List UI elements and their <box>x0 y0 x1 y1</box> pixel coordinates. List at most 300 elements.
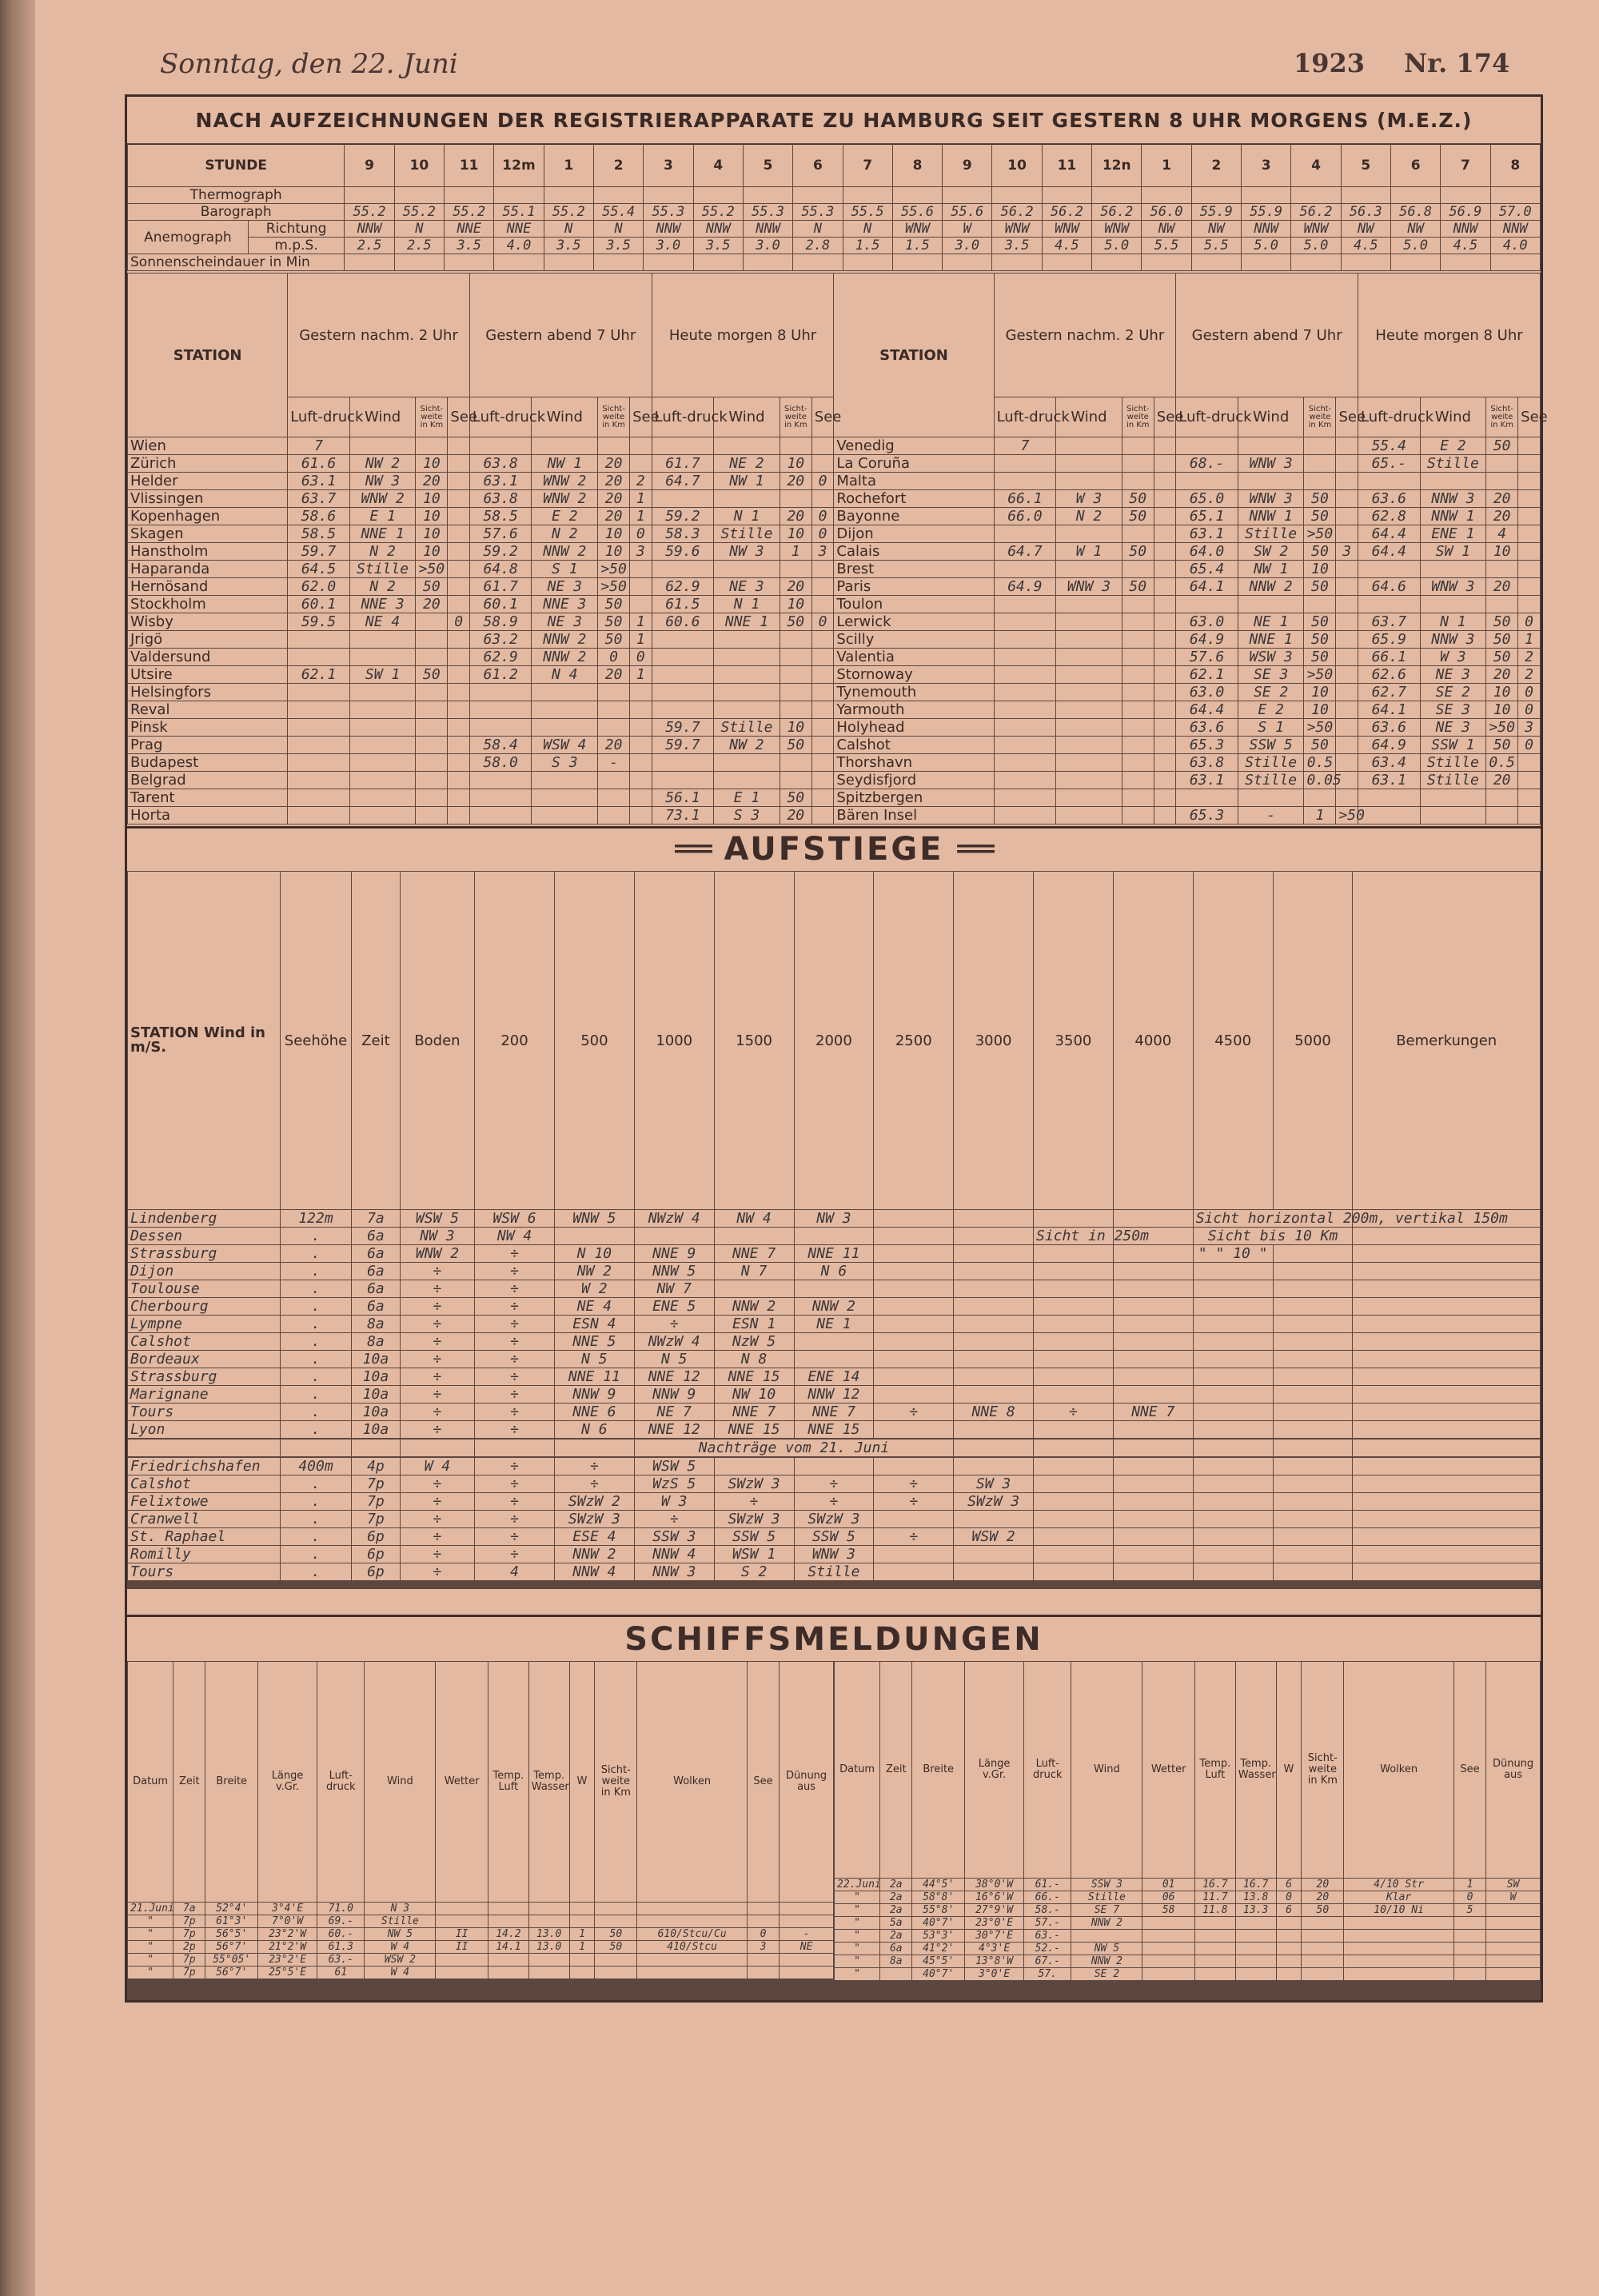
ship-value: SE 7 <box>1071 1904 1142 1917</box>
station-value <box>416 437 448 455</box>
station-value: 64.8 <box>469 561 532 578</box>
station-value: 2 <box>630 473 652 490</box>
ship-value <box>595 1954 637 1967</box>
aufstiege-value <box>1193 1351 1273 1368</box>
ship-value: W <box>1486 1891 1541 1904</box>
ship-row <box>835 1943 1541 1955</box>
station-value <box>1154 754 1176 772</box>
aufstiege-row <box>128 1528 1541 1546</box>
ship-cell <box>173 1999 205 2000</box>
ship-cell <box>436 1999 488 2000</box>
ship-row <box>835 1955 1541 1968</box>
aufstiege-value <box>1113 1280 1193 1298</box>
station-value <box>780 701 811 719</box>
station-value: Stille <box>1238 525 1304 543</box>
aufstiege-value: ÷ <box>400 1528 474 1546</box>
station-value <box>1238 473 1304 490</box>
station-value <box>469 437 532 455</box>
aufstiege-cell <box>1193 1588 1273 1589</box>
ship-row <box>128 1928 834 1941</box>
aufstiege-value: NWzW 4 <box>634 1333 714 1351</box>
registry-value: 57.0 <box>1490 204 1540 221</box>
registry-value <box>1490 187 1540 204</box>
wind-header: Wind <box>1056 397 1122 437</box>
aufstiege-row <box>128 1475 1541 1493</box>
registry-value: NNW <box>345 221 394 238</box>
station-value: N 2 <box>349 543 416 561</box>
station-value <box>1336 437 1358 455</box>
station-value <box>1056 649 1122 666</box>
station-value: 10 <box>1486 701 1518 719</box>
aufstiege-row <box>128 1333 1541 1351</box>
ship-value <box>1453 1968 1485 1981</box>
station-value: 68.- <box>1176 455 1238 473</box>
station-value <box>714 772 780 789</box>
station-value: 0 <box>448 613 470 631</box>
registry-row <box>128 238 1541 254</box>
station-value: 63.2 <box>469 631 532 649</box>
station-value: 65.0 <box>1176 490 1238 508</box>
station-value <box>714 490 780 508</box>
station-value: 10 <box>598 525 630 543</box>
aufstiege-value: ÷ <box>475 1404 555 1421</box>
station-value <box>1518 543 1541 561</box>
station-value: NNW 1 <box>1238 508 1304 525</box>
station-value <box>1122 631 1154 649</box>
aufstiege-value: ÷ <box>475 1245 555 1263</box>
aufstiege-station: Lympne <box>128 1316 281 1333</box>
registry-value: NNW <box>693 221 743 238</box>
hour-label: 4 <box>693 144 743 187</box>
station-value <box>1336 508 1358 525</box>
ship-value: SSW 3 <box>1071 1879 1142 1891</box>
station-value <box>652 437 714 455</box>
station-name: La Coruña <box>834 455 994 473</box>
ship-cell <box>835 1999 880 2000</box>
ship-header: Dünung aus <box>1486 1662 1541 1879</box>
registry-value <box>1490 254 1540 271</box>
page-year: 1923 <box>1294 48 1366 78</box>
station-value <box>1056 473 1122 490</box>
station-name: Toulon <box>834 596 994 613</box>
aufstiege-station: Dessen <box>128 1228 281 1245</box>
registry-value: N <box>544 221 593 238</box>
registry-value: 55.5 <box>843 204 892 221</box>
aufstiege-value: NW 7 <box>634 1280 714 1298</box>
ship-value: 3 <box>747 1941 779 1954</box>
registry-value: 56.2 <box>1291 204 1341 221</box>
ship-value <box>436 1915 488 1928</box>
aufstiege-value <box>1113 1368 1193 1386</box>
aufstiege-value <box>1034 1245 1114 1263</box>
ship-row <box>835 1917 1541 1930</box>
ship-cell <box>258 1999 317 2000</box>
station-row <box>128 473 1541 490</box>
station-value: NNW 1 <box>1420 508 1486 525</box>
aufstiege-value <box>1034 1386 1114 1404</box>
station-value: NW 1 <box>532 455 598 473</box>
aufstiege-cell <box>714 1588 794 1589</box>
ship-value: 23°0'E <box>965 1917 1024 1930</box>
aufstiege-value: " " 10 " <box>1193 1245 1273 1263</box>
aufstiege-value: WzS 5 <box>634 1475 714 1493</box>
station-value: 61.7 <box>652 455 714 473</box>
station-value <box>1154 596 1176 613</box>
ship-cell <box>317 1999 365 2000</box>
page-number: Nr. 174 <box>1404 48 1510 78</box>
ship-cell <box>1276 1999 1302 2000</box>
aufstiege-row <box>128 1386 1541 1404</box>
station-value: SW 2 <box>1238 543 1304 561</box>
station-value: 3 <box>630 543 652 561</box>
aufstiege-value <box>714 1280 794 1298</box>
ship-value: 60.- <box>317 1928 365 1941</box>
aufstiege-cell <box>1273 1439 1353 1457</box>
ship-value: 7p <box>173 1967 205 1979</box>
aufstiege-value <box>1273 1280 1353 1298</box>
station-value: 20 <box>1486 578 1518 596</box>
station-value: 61.5 <box>652 596 714 613</box>
registry-value: 3.0 <box>943 238 992 254</box>
ship-value: 2p <box>173 1941 205 1954</box>
aufstiege-value <box>1273 1386 1353 1404</box>
station-value: - <box>598 754 630 772</box>
station-value: 63.6 <box>1358 719 1420 737</box>
ship-value: N 3 <box>365 1903 436 1915</box>
station-value <box>1336 719 1358 737</box>
station-value: 20 <box>416 596 448 613</box>
station-value: 63.6 <box>1176 719 1238 737</box>
station-value <box>1154 455 1176 473</box>
aufstiege-cell <box>1353 1563 1541 1581</box>
ship-value: 1 <box>569 1928 595 1941</box>
hour-label: 5 <box>743 144 792 187</box>
station-value <box>349 631 416 649</box>
aufstiege-header: Bemerkungen <box>1353 872 1541 1210</box>
aufstiege-row <box>128 1421 1541 1439</box>
ship-value: 27°9'W <box>965 1904 1024 1917</box>
aufstiege-value <box>874 1458 954 1475</box>
aufstiege-value: 10a <box>352 1386 401 1404</box>
ship-value: 3°0'E <box>965 1968 1024 1981</box>
station-value <box>448 666 470 684</box>
station-name: Calais <box>834 543 994 561</box>
registry-value: NNW <box>1242 221 1291 238</box>
station-value <box>416 649 448 666</box>
station-value: SSW 1 <box>1420 737 1486 754</box>
aufstiege-value: NzW 5 <box>714 1333 794 1351</box>
aufstiege-value: N 10 <box>554 1245 634 1263</box>
aufstiege-value <box>1034 1316 1114 1333</box>
aufstiege-cell <box>1113 1439 1193 1457</box>
station-value: 66.0 <box>994 508 1056 525</box>
station-value: 63.1 <box>1358 772 1420 789</box>
aufstiege-header: Boden <box>400 872 474 1210</box>
station-value <box>469 684 532 701</box>
station-value <box>448 772 470 789</box>
ship-value <box>637 1903 748 1915</box>
station-value <box>630 789 652 807</box>
aufstiege-cell <box>475 1588 555 1589</box>
aufstiege-cell <box>281 1439 352 1457</box>
aufstiege-value: NNE 15 <box>714 1421 794 1439</box>
ship-value <box>1235 1955 1276 1968</box>
aufstiege-value: ÷ <box>475 1546 555 1563</box>
ship-cell <box>747 1999 779 2000</box>
aufstiege-value <box>954 1280 1034 1298</box>
station-name: Wisby <box>128 613 288 631</box>
station-value: 63.1 <box>1176 772 1238 789</box>
ship-row <box>128 1903 834 1915</box>
hour-label: 6 <box>1390 144 1440 187</box>
station-row <box>128 772 1541 789</box>
station-value <box>598 789 630 807</box>
registry-value <box>892 187 942 204</box>
station-row <box>128 719 1541 737</box>
station-value: WNW 2 <box>532 490 598 508</box>
station-value: N 1 <box>714 508 780 525</box>
ship-blank-row <box>128 1999 834 2000</box>
station-value <box>630 754 652 772</box>
registry-value: 1.5 <box>843 238 892 254</box>
station-name: Tynemouth <box>834 684 994 701</box>
registry-value <box>1291 254 1341 271</box>
ship-value <box>1344 1943 1454 1955</box>
luftdruck-header: Luft-druck <box>652 397 714 437</box>
station-value <box>1336 684 1358 701</box>
registry-value <box>544 254 593 271</box>
ship-value <box>436 1954 488 1967</box>
aufstiege-row <box>128 1245 1541 1263</box>
ship-value: II <box>436 1941 488 1954</box>
station-value: SE 3 <box>1238 666 1304 684</box>
station-header: STATION <box>128 274 288 437</box>
aufstiege-value: ÷ <box>475 1528 555 1546</box>
aufstiege-value: NNE 12 <box>634 1421 714 1439</box>
aufstiege-value <box>554 1228 634 1245</box>
station-value <box>1154 789 1176 807</box>
station-value <box>416 631 448 649</box>
station-value <box>349 649 416 666</box>
station-value <box>1176 596 1238 613</box>
sicht-header: Sicht-weite in Km <box>1304 397 1336 437</box>
ship-value: 21.Juni <box>128 1903 173 1915</box>
registry-value: WNW <box>992 221 1042 238</box>
station-value <box>416 807 448 825</box>
aufstiege-value: 7a <box>352 1210 401 1228</box>
station-value <box>1154 473 1176 490</box>
group-header: Gestern nachm. 2 Uhr <box>288 274 470 397</box>
weather-sheet <box>125 94 1548 2003</box>
see-header: See <box>630 397 652 437</box>
station-name: Brest <box>834 561 994 578</box>
aufstiege-station: Romilly <box>128 1546 281 1563</box>
aufstiege-header: 3000 <box>954 872 1034 1210</box>
registry-value <box>1042 187 1091 204</box>
station-value <box>288 719 350 737</box>
aufstiege-value: ÷ <box>794 1493 874 1511</box>
aufstiege-value: ÷ <box>475 1475 555 1493</box>
aufstiege-value: WNW 5 <box>554 1210 634 1228</box>
aufstiege-value <box>874 1546 954 1563</box>
aufstiege-value: WSW 2 <box>954 1528 1034 1546</box>
aufstiege-value: . <box>281 1316 352 1333</box>
station-value <box>288 772 350 789</box>
ship-value <box>1194 1917 1235 1930</box>
station-value: 10 <box>598 543 630 561</box>
station-value: 0 <box>630 525 652 543</box>
station-name: Helsingfors <box>128 684 288 701</box>
station-value: 1 <box>630 508 652 525</box>
station-value <box>598 437 630 455</box>
registry-value <box>943 187 992 204</box>
aufstiege-value: NW 4 <box>475 1228 555 1245</box>
station-value <box>1056 455 1122 473</box>
station-row <box>128 666 1541 684</box>
aufstiege-cell <box>1353 1588 1541 1589</box>
registry-value: 2.5 <box>394 238 444 254</box>
aufstiege-value: . <box>281 1563 352 1581</box>
station-name: Jrigö <box>128 631 288 649</box>
aufstiege-value <box>1113 1511 1193 1528</box>
wind-header: Wind <box>1238 397 1304 437</box>
aufstiege-cell <box>1034 1439 1114 1457</box>
aufstiege-value: NNE 6 <box>554 1404 634 1421</box>
aufstiege-value: . <box>281 1333 352 1351</box>
ship-value: 410/Stcu <box>637 1941 748 1954</box>
station-value: 50 <box>780 613 811 631</box>
station-value: E 2 <box>1420 437 1486 455</box>
registry-value: NW <box>1142 221 1191 238</box>
station-value <box>1122 684 1154 701</box>
station-value: NNE 3 <box>349 596 416 613</box>
station-name: Holyhead <box>834 719 994 737</box>
aufstiege-value <box>1113 1298 1193 1316</box>
ship-value: 10/10 Ni <box>1344 1904 1454 1917</box>
aufstiege-row <box>128 1210 1541 1228</box>
ship-reports-right <box>834 1661 1541 2000</box>
aufstiege-value: NNE 7 <box>1113 1404 1193 1421</box>
aufstiege-cell <box>1113 1588 1193 1589</box>
station-value <box>811 596 834 613</box>
station-value: 63.8 <box>469 490 532 508</box>
ship-value: 6 <box>1276 1904 1302 1917</box>
registry-value: 5.0 <box>1092 238 1142 254</box>
registry-value <box>644 254 693 271</box>
ship-value <box>1302 1943 1344 1955</box>
aufstiege-value: ÷ <box>400 1386 474 1404</box>
station-value: 64.6 <box>1358 578 1420 596</box>
see-header: See <box>811 397 834 437</box>
registry-value: N <box>394 221 444 238</box>
station-value: SW 1 <box>1420 543 1486 561</box>
aufstiege-station: Bordeaux <box>128 1351 281 1368</box>
station-value: 20 <box>1486 508 1518 525</box>
hour-label: 1 <box>544 144 593 187</box>
station-value <box>811 455 834 473</box>
aufstiege-row <box>128 1493 1541 1511</box>
station-value <box>630 561 652 578</box>
station-value <box>288 701 350 719</box>
hour-label: 5 <box>1341 144 1390 187</box>
station-value <box>288 737 350 754</box>
aufstiege-value <box>1034 1528 1114 1546</box>
station-value: 4 <box>1486 525 1518 543</box>
ship-value: 5 <box>1453 1904 1485 1917</box>
aufstiege-value: . <box>281 1263 352 1280</box>
station-row <box>128 807 1541 825</box>
ship-header: Breite <box>912 1662 965 1879</box>
ship-value <box>1486 1930 1541 1943</box>
station-value <box>1122 473 1154 490</box>
aufstiege-value: ÷ <box>475 1263 555 1280</box>
station-name: Rochefort <box>834 490 994 508</box>
station-value: 63.8 <box>469 455 532 473</box>
aufstiege-value: NNW 3 <box>634 1563 714 1581</box>
station-value <box>1304 596 1336 613</box>
aufstiege-value: ÷ <box>400 1280 474 1298</box>
aufstiege-cell <box>1353 1528 1541 1546</box>
station-value: NE 3 <box>714 578 780 596</box>
station-value <box>1154 684 1176 701</box>
station-value <box>1304 437 1336 455</box>
ship-value <box>436 1967 488 1979</box>
station-value <box>532 789 598 807</box>
station-value: 65.4 <box>1176 561 1238 578</box>
aufstiege-value: 6a <box>352 1245 401 1263</box>
station-value: 50 <box>598 613 630 631</box>
station-value <box>811 701 834 719</box>
hour-label: 2 <box>1191 144 1241 187</box>
ship-value: 16°6'W <box>965 1891 1024 1904</box>
ship-value: NW 5 <box>1071 1943 1142 1955</box>
aufstiege-cell <box>554 1439 634 1457</box>
aufstiege-value: W 2 <box>554 1280 634 1298</box>
station-value <box>1336 649 1358 666</box>
station-value <box>1518 754 1541 772</box>
station-value <box>1122 649 1154 666</box>
aufstiege-value <box>794 1280 874 1298</box>
station-name: Seydisfjord <box>834 772 994 789</box>
aufstiege-cell <box>352 1588 401 1589</box>
hour-label: 6 <box>793 144 843 187</box>
registry-value: 4.0 <box>494 238 544 254</box>
station-value <box>416 737 448 754</box>
aufstiege-value: ÷ <box>400 1563 474 1581</box>
aufstiege-cell <box>475 1439 555 1457</box>
station-value <box>1518 596 1541 613</box>
ship-value: 11.7 <box>1194 1891 1235 1904</box>
aufstiege-value: NNE 8 <box>954 1404 1034 1421</box>
station-value: 66.1 <box>994 490 1056 508</box>
group-header: Gestern abend 7 Uhr <box>469 274 652 397</box>
aufstiege-row <box>128 1351 1541 1368</box>
registry-value <box>1341 254 1390 271</box>
station-value: 57.6 <box>469 525 532 543</box>
station-value: W 3 <box>1420 649 1486 666</box>
hour-label: 9 <box>345 144 394 187</box>
aufstiege-value: NNW 4 <box>634 1546 714 1563</box>
aufstiege-value <box>1193 1546 1273 1563</box>
aufstiege-header: Seehöhe <box>281 872 352 1210</box>
station-value: NW 2 <box>714 737 780 754</box>
ship-value: 50 <box>595 1941 637 1954</box>
aufstiege-value: ÷ <box>400 1493 474 1511</box>
station-value <box>598 719 630 737</box>
ship-cell <box>528 1999 569 2000</box>
station-value <box>1056 437 1122 455</box>
aufstiege-value: ÷ <box>475 1316 555 1333</box>
